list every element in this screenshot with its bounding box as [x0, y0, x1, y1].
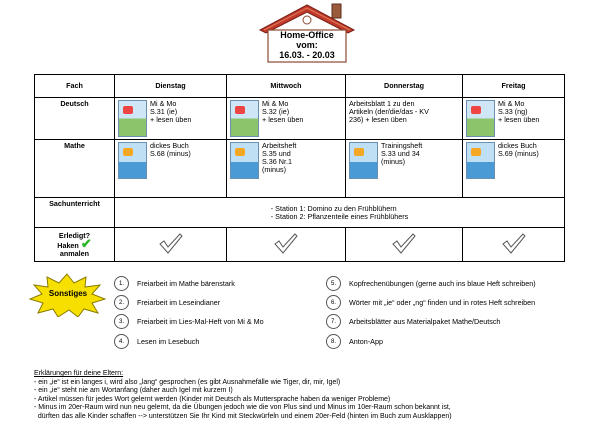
title-line-2: vom:	[296, 40, 318, 50]
cell-text: S.36 Nr.1	[262, 157, 292, 166]
green-check-icon: ✔	[80, 235, 92, 251]
book-cover-image	[349, 142, 378, 179]
checkmark-outline-icon	[391, 232, 417, 256]
book-cover-image	[466, 142, 495, 179]
cell-text: S.33 und 34	[381, 149, 420, 158]
checkmark-outline-icon	[273, 232, 299, 256]
cell-mathe-mittwoch	[227, 140, 346, 198]
station-line: - Station 1: Domino zu den Frühblühern	[270, 203, 397, 213]
anmalen-text: anmalen	[59, 248, 90, 258]
sonstiges-label: Sonstiges	[48, 289, 88, 298]
cell-text: + lesen üben	[150, 115, 192, 124]
item-text: Anton-App	[349, 337, 383, 346]
house-title	[262, 30, 352, 60]
number-badge: 3.	[114, 314, 129, 329]
note-line: - ein „ie“ steht nie am Wortanfang (daher auch Igel mit kurzem I)	[34, 387, 233, 395]
cell-deutsch-dienstag	[115, 98, 227, 140]
check-cell-freitag[interactable]	[463, 228, 565, 262]
cell-text: S.31 (ie)	[150, 107, 178, 116]
checkmark-outline-icon	[501, 232, 527, 256]
note-line: - Minus im 20er-Raum wird nun neu gelernt, da die Übungen jedoch wie die von Plus sind und Minus im 10er-Raum schon bekannt ist,	[34, 404, 451, 412]
book-cover-image	[118, 142, 147, 179]
cell-text: Mi & Mo	[150, 99, 177, 108]
number-badge: 2.	[114, 295, 129, 310]
list-item	[114, 314, 264, 329]
cell-sachunterricht	[115, 198, 565, 228]
cell-text: Arbeitsheft	[262, 141, 297, 150]
checkmark-outline-icon	[158, 232, 184, 256]
row-mathe	[35, 140, 565, 198]
cell-text: Arbeitsblatt 1 zu den	[349, 99, 415, 108]
number-badge: 1.	[114, 276, 129, 291]
item-text: Freiarbeit im Leseindianer	[137, 298, 221, 307]
cell-text: (minus)	[381, 157, 405, 166]
row-sachunterricht	[35, 198, 565, 228]
cell-deutsch-mittwoch	[227, 98, 346, 140]
list-item	[114, 334, 199, 349]
cell-text: S.33 (ng)	[498, 107, 528, 116]
col-header-dienstag: Dienstag	[115, 75, 227, 98]
title-line-3: 16.03. - 20.03	[279, 50, 335, 60]
col-header-donnerstag: Donnerstag	[346, 75, 463, 98]
note-line: dürften das alle Kinder schaffen --> unterstützen Sie Ihr Kind mit Steckwürfeln und einem 20er-Feld (hinten im Buch zum Ausklappen)	[34, 412, 452, 420]
cell-text: Trainingsheft	[381, 141, 423, 150]
book-cover-image	[118, 100, 147, 137]
cell-mathe-freitag	[463, 140, 565, 198]
row-label-erledigt	[35, 228, 115, 262]
list-item	[326, 314, 500, 329]
item-text: Freiarbeit im Mathe bärenstark	[137, 279, 235, 288]
col-header-mittwoch: Mittwoch	[227, 75, 346, 98]
row-deutsch	[35, 98, 565, 140]
row-label-mathe: Mathe	[35, 140, 115, 198]
book-cover-image	[230, 100, 259, 137]
cell-mathe-dienstag	[115, 140, 227, 198]
title-line-1: Home-Office	[280, 30, 334, 40]
cell-text: Mi & Mo	[498, 99, 525, 108]
cell-deutsch-freitag	[463, 98, 565, 140]
cell-text: Artikeln (der/die/das - KV	[349, 107, 429, 116]
cell-text: S.69 (minus)	[498, 149, 539, 158]
book-cover-image	[230, 142, 259, 179]
item-text: Freiarbeit im Lies-Mal-Heft von Mi & Mo	[137, 317, 264, 326]
cell-text: Mi & Mo	[262, 99, 289, 108]
cell-text: + lesen üben	[498, 115, 540, 124]
erledigt-text: Erledigt?	[58, 230, 91, 240]
note-line: - Artikel müssen für jedes Wort gelernt werden (Kinder mit Deutsch als Muttersprache haben da weniger Probleme)	[34, 395, 391, 403]
col-header-freitag: Freitag	[463, 75, 565, 98]
cell-text: + lesen üben	[262, 115, 304, 124]
item-text: Kopfrechenübungen (gerne auch ins blaue Heft schreiben)	[349, 279, 536, 288]
station-line: - Station 2: Pflanzenteile eines Frühblühers	[270, 211, 409, 221]
cell-text: 236) + lesen üben	[349, 115, 407, 124]
book-cover-image	[466, 100, 495, 137]
cell-text: dickes Buch	[150, 141, 189, 150]
row-label-sachunterricht: Sachunterricht	[35, 198, 115, 228]
cell-text: S.32 (ie)	[262, 107, 290, 116]
number-badge: 5.	[326, 276, 341, 291]
number-badge: 6.	[326, 295, 341, 310]
cell-deutsch-donnerstag	[346, 98, 463, 140]
item-text: Lesen im Lesebuch	[137, 337, 200, 346]
note-line: - ein „ie“ ist ein langes i, wird also „lang“ gesprochen (es gibt Ausnahmefälle wie Tiger, dir, mir, Igel)	[34, 378, 341, 386]
number-badge: 4.	[114, 334, 129, 349]
row-erledigt	[35, 228, 565, 262]
check-cell-donnerstag[interactable]	[346, 228, 463, 262]
cell-text: dickes Buch	[498, 141, 537, 150]
row-label-deutsch: Deutsch	[35, 98, 115, 140]
cell-text: S.68 (minus)	[150, 149, 191, 158]
parent-notes	[34, 370, 594, 422]
haken-text: Haken	[57, 240, 79, 250]
notes-heading: Erklärungen für deine Eltern:	[34, 370, 124, 377]
number-badge: 7.	[326, 314, 341, 329]
table-header-row	[35, 75, 565, 98]
item-text: Arbeitsblätter aus Materialpaket Mathe/Deutsch	[349, 317, 501, 326]
check-cell-mittwoch[interactable]	[227, 228, 346, 262]
check-cell-dienstag[interactable]	[115, 228, 227, 262]
cell-mathe-donnerstag	[346, 140, 463, 198]
item-text: Wörter mit „ie“ oder „ng“ finden und in rotes Heft schreiben	[349, 298, 536, 307]
list-item	[326, 295, 535, 310]
weekly-plan-table	[34, 74, 565, 262]
list-item	[114, 276, 235, 291]
cell-text: (minus)	[262, 165, 286, 174]
list-item	[326, 276, 536, 291]
list-item	[114, 295, 220, 310]
number-badge: 8.	[326, 334, 341, 349]
cell-text: S.35 und	[262, 149, 291, 158]
list-item	[326, 334, 383, 349]
col-header-fach: Fach	[35, 75, 115, 98]
